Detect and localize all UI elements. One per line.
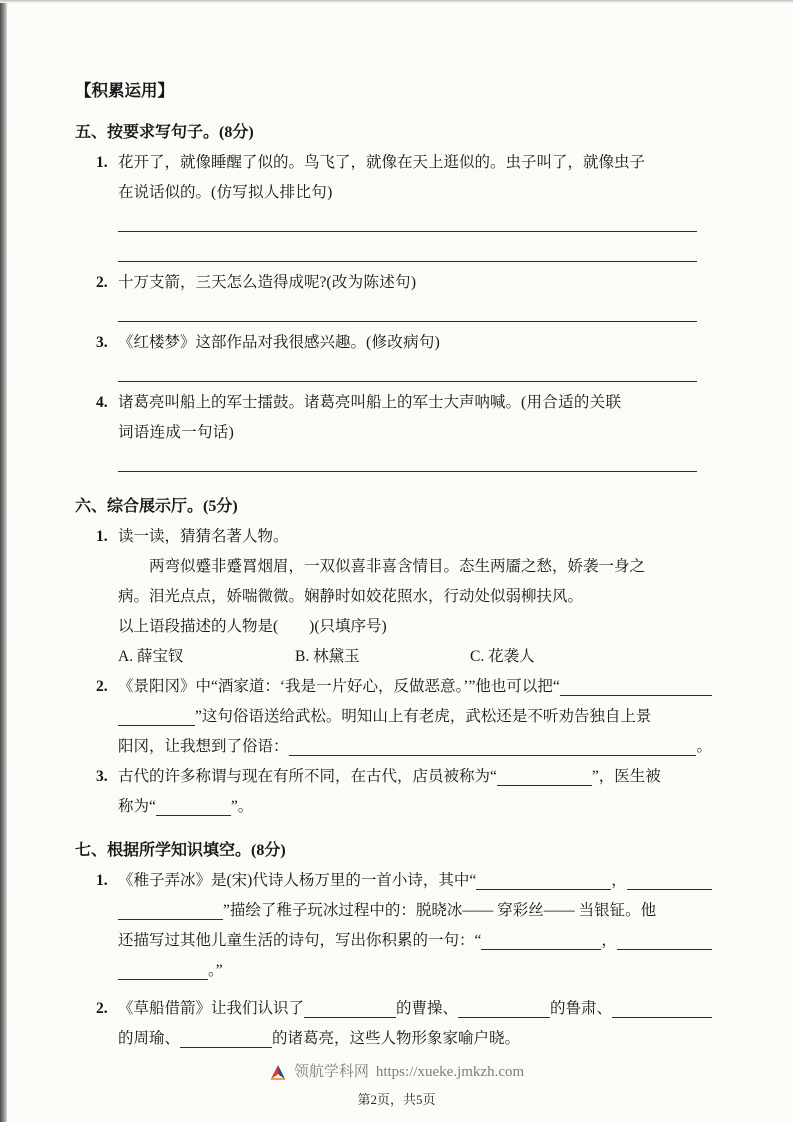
page-content <box>75 78 712 1054</box>
question-line <box>75 178 712 208</box>
question-line <box>75 148 712 178</box>
section-5 <box>75 118 712 478</box>
blank-underline <box>458 994 550 1018</box>
question-text: ， <box>611 872 627 889</box>
question-line <box>75 702 712 732</box>
passage-text: 病。泪光点点，娇喘微微。娴静时如姣花照水，行动处似弱柳扶风。 <box>118 588 584 605</box>
question-text: 读一读，猜猜名著人物。 <box>118 528 289 545</box>
question-text: 的曹操、 <box>396 1000 459 1017</box>
question-text: 在说话似的。 <box>118 184 212 201</box>
scan-top-edge <box>0 0 793 3</box>
passage-line <box>75 552 712 582</box>
question-text: 《景阳冈》中“酒家道：‘我是一片好心，反做恶意。’”他也可以把“ <box>118 678 560 695</box>
section-6-title: 六、综合展示厅。(5分) <box>75 498 238 515</box>
question-text: 《红楼梦》这部作品对我很感兴趣。 <box>118 334 367 351</box>
blank-underline <box>560 672 712 696</box>
section-header-label: 【积累运用】 <box>75 81 174 100</box>
question-text: ， <box>601 932 617 949</box>
blank-underline <box>481 926 601 950</box>
options-line <box>75 642 712 672</box>
option-b: B. 林黛玉 <box>295 648 360 665</box>
question-line <box>75 388 712 418</box>
blank-underline <box>304 994 396 1018</box>
blank-underline <box>118 448 697 472</box>
blank-underline <box>497 762 592 786</box>
blank-underline <box>617 926 712 950</box>
question-number: 1. <box>96 528 108 545</box>
section-5-title: 五、按要求写句子。(8分) <box>75 124 254 141</box>
question-6-2 <box>75 672 712 762</box>
question-text: 还描写过其他儿童生活的诗句，写出你积累的一句：“ <box>118 932 482 949</box>
question-text: 的鲁肃、 <box>550 1000 613 1017</box>
blank-underline <box>156 792 231 816</box>
question-number: 3. <box>96 768 108 785</box>
question-5-1 <box>75 148 712 268</box>
question-text: 十万支箭，三天怎么造得成呢? <box>118 274 327 291</box>
blank-underline <box>118 208 697 232</box>
question-7-1 <box>75 866 712 986</box>
question-line <box>75 672 712 702</box>
question-line <box>75 268 712 298</box>
question-number: 3. <box>96 334 108 351</box>
blank-underline <box>476 866 611 890</box>
question-line <box>75 612 712 642</box>
site-name: 领航学科网 <box>293 1064 369 1080</box>
scan-edge <box>0 0 7 1122</box>
question-number: 2. <box>96 274 108 291</box>
site-credit <box>269 1061 524 1083</box>
hint-text: 词语连成一句话) <box>118 424 235 441</box>
section-7-title: 七、根据所学知识填空。(8分) <box>75 842 286 859</box>
question-number: 2. <box>96 1000 108 1017</box>
hint-text: (修改病句) <box>366 334 441 351</box>
question-text: 的诸葛亮，这些人物形象家喻户晓。 <box>272 1030 521 1047</box>
question-line <box>75 956 712 986</box>
question-7-2 <box>75 994 712 1054</box>
answer-line <box>75 208 712 238</box>
hint-text: (用合适的关联 <box>521 394 622 411</box>
page-indicator: 第2页，共5页 <box>357 1092 436 1107</box>
blank-underline <box>118 358 697 382</box>
question-number: 1. <box>96 872 108 889</box>
page-footer <box>0 1061 793 1108</box>
blank-underline <box>118 298 697 322</box>
question-text: 。” <box>208 962 223 979</box>
question-line <box>75 522 712 552</box>
hint-text: (改为陈述句) <box>326 274 417 291</box>
option-a: A. 薛宝钗 <box>118 648 184 665</box>
question-text: 古代的许多称谓与现在有所不同，在古代，店员被称为“ <box>118 768 497 785</box>
blank-underline <box>612 994 712 1018</box>
section-7 <box>75 836 712 1054</box>
answer-line <box>75 238 712 268</box>
question-number: 4. <box>96 394 108 411</box>
blank-underline <box>118 896 223 920</box>
question-text: 《草船借箭》让我们认识了 <box>118 1000 305 1017</box>
question-line <box>75 328 712 358</box>
question-line <box>75 762 712 792</box>
section-6 <box>75 492 712 822</box>
passage-text: 两弯似蹙非蹙罥烟眉，一双似喜非喜含情目。态生两靥之愁，娇袭一身之 <box>149 558 646 575</box>
question-6-1 <box>75 522 712 672</box>
blank-underline <box>118 956 208 980</box>
question-line <box>75 896 712 926</box>
question-text: ”，医生被 <box>591 768 661 785</box>
blank-underline <box>118 238 697 262</box>
question-5-2 <box>75 268 712 328</box>
hint-text: (仿写拟人排比句) <box>211 184 333 201</box>
question-line <box>75 994 712 1024</box>
question-text: 花开了，就像睡醒了似的。鸟飞了，就像在天上逛似的。虫子叫了，就像虫子 <box>118 154 646 171</box>
question-text: 以上语段描述的人物是( )(只填序号) <box>118 618 387 635</box>
site-logo-icon <box>269 1063 287 1081</box>
question-line <box>75 1024 712 1054</box>
blank-underline <box>289 732 697 756</box>
question-line <box>75 792 712 822</box>
question-number: 2. <box>96 678 108 695</box>
answer-line <box>75 358 712 388</box>
answer-line <box>75 298 712 328</box>
question-5-3 <box>75 328 712 388</box>
question-line <box>75 732 712 762</box>
passage-line <box>75 582 712 612</box>
question-text: 《稚子弄冰》是(宋)代诗人杨万里的一首小诗，其中“ <box>118 872 477 889</box>
blank-underline <box>180 1024 272 1048</box>
question-text: 的周瑜、 <box>118 1030 181 1047</box>
question-text: 阳冈，让我想到了俗语： <box>118 738 289 755</box>
answer-line <box>75 448 712 478</box>
question-line <box>75 926 712 956</box>
site-url: https://xueke.jmkzh.com <box>375 1064 525 1080</box>
question-text: ”描绘了稚子玩冰过程中的：脱晓冰—— 穿彩丝—— 当银钲。他 <box>223 902 657 919</box>
question-text: 诸葛亮叫船上的军士擂鼓。诸葛亮叫船上的军士大声呐喊。 <box>118 394 522 411</box>
question-text: 称为“ <box>118 798 156 815</box>
question-text: 。 <box>696 738 712 755</box>
blank-underline <box>627 866 712 890</box>
question-text: ”。 <box>230 798 254 815</box>
blank-underline <box>118 702 195 726</box>
question-5-4 <box>75 388 712 478</box>
question-line <box>75 418 712 448</box>
question-number: 1. <box>96 154 108 171</box>
question-line <box>75 866 712 896</box>
question-text: ”这句俗语送给武松。明知山上有老虎，武松还是不听劝告独自上景 <box>195 708 652 725</box>
option-c: C. 花袭人 <box>470 648 535 665</box>
question-6-3 <box>75 762 712 822</box>
